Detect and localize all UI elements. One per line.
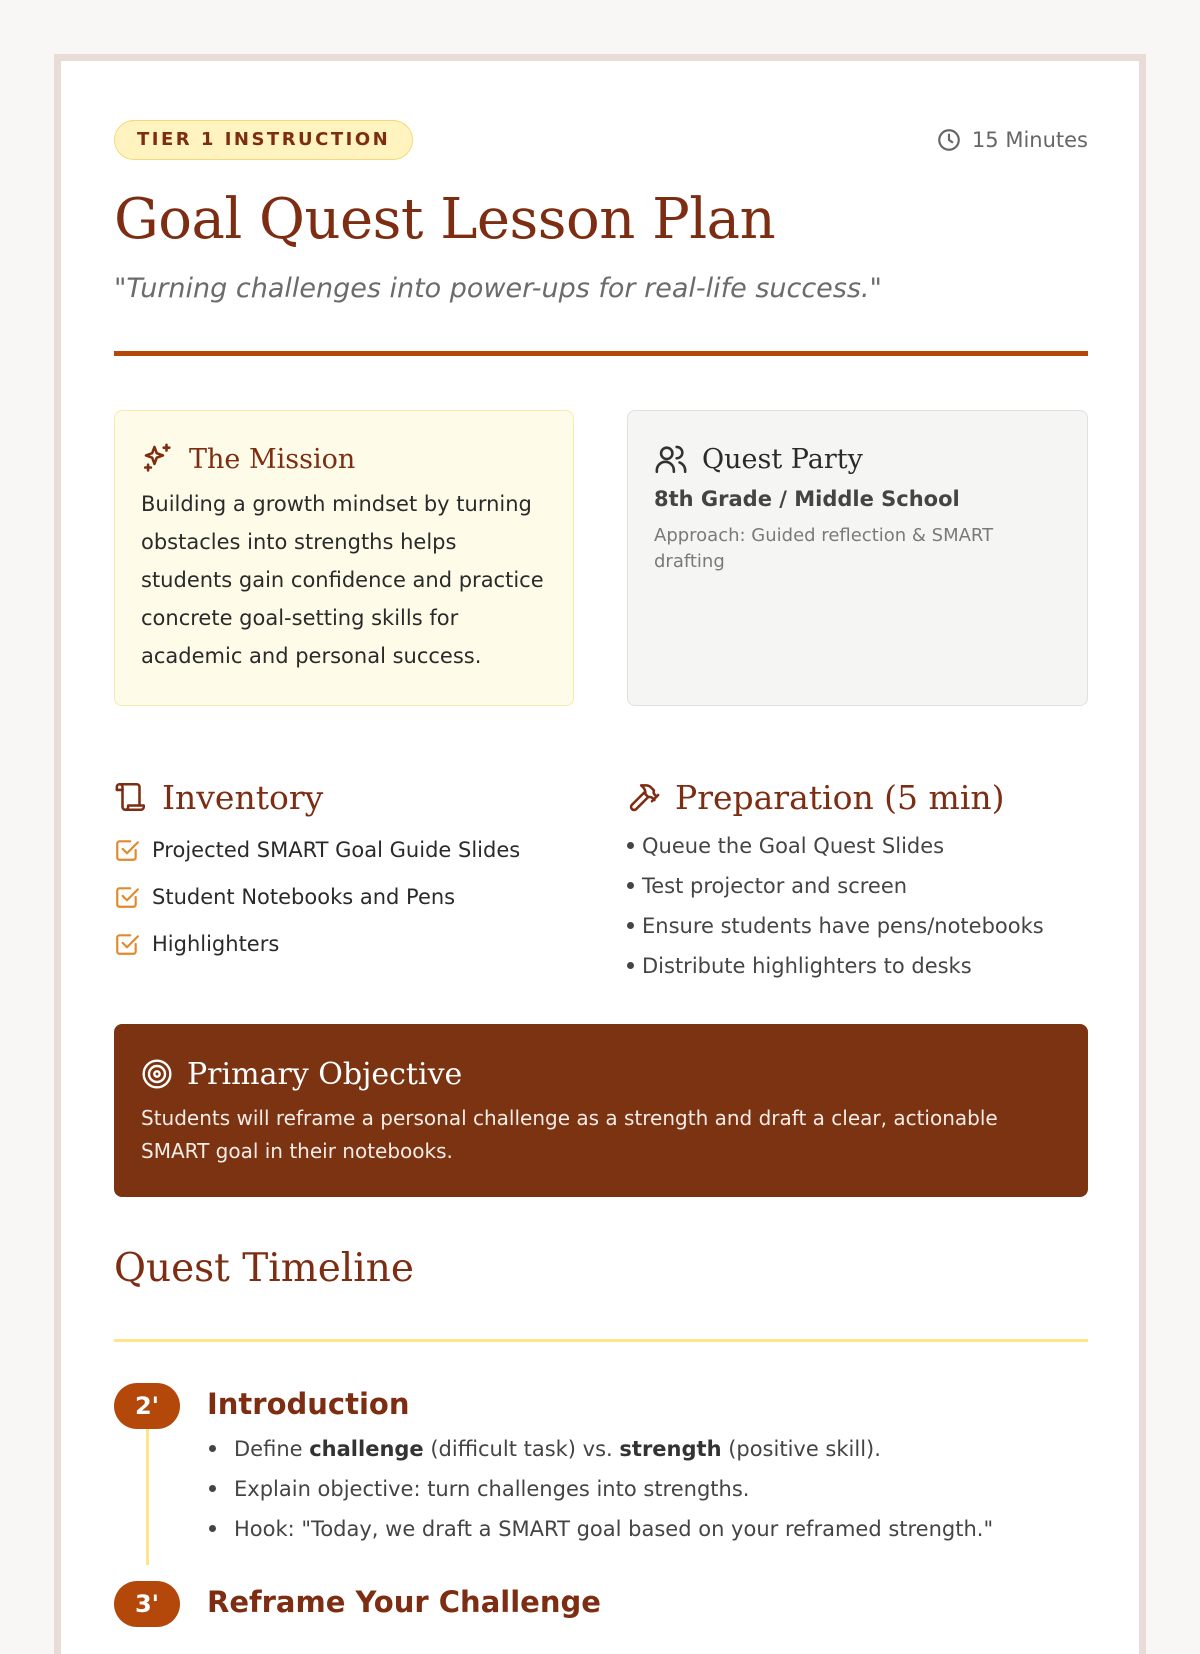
preparation-title: Preparation (5 min) <box>675 777 1005 817</box>
bullet-text-pre: Define <box>234 1437 310 1461</box>
quest-party-card <box>627 410 1088 706</box>
party-approach: Approach: Guided reflection & SMART drafting <box>654 525 994 572</box>
bullet-dot <box>209 1525 216 1532</box>
checkbox-icon <box>114 884 140 910</box>
party-grade: 8th Grade / Middle School <box>654 487 960 511</box>
inventory-item-label: Highlighters <box>152 931 280 956</box>
hammer-icon <box>627 780 661 814</box>
objective-text: Students will reframe a personal challenge as a strength and draft a clear, actionable SMART goal in their notebooks. <box>141 1106 998 1163</box>
bullet-text: Explain objective: turn challenges into strengths. <box>234 1477 750 1501</box>
mission-title: The Mission <box>189 443 356 475</box>
preparation-item <box>627 946 1088 986</box>
preparation-item-label: Distribute highlighters to desks <box>642 954 972 978</box>
inventory-list <box>114 826 574 967</box>
lesson-plan-sheet <box>54 54 1146 1654</box>
bullet-dot <box>209 1485 216 1492</box>
preparation-item-label: Ensure students have pens/notebooks <box>642 914 1044 938</box>
inventory-title: Inventory <box>162 777 324 817</box>
step-bullet <box>207 1469 993 1509</box>
bullet-dot <box>627 962 634 969</box>
bullet-term-challenge: challenge <box>309 1437 424 1461</box>
step-title: Reframe Your Challenge <box>207 1585 601 1619</box>
bullet-dot <box>627 922 634 929</box>
preparation-item <box>627 826 1088 866</box>
bullet-text-post: (positive skill). <box>721 1437 881 1461</box>
step-minutes-badge: 2' <box>114 1383 180 1429</box>
step-bullet <box>207 1429 993 1469</box>
inventory-item <box>114 920 574 967</box>
bullet-text: Hook: "Today, we draft a SMART goal based on your reframed strength." <box>234 1517 994 1541</box>
mission-header <box>141 439 547 479</box>
bullet-term-strength: strength <box>619 1437 722 1461</box>
target-icon <box>141 1058 173 1090</box>
inventory-item-label: Projected SMART Goal Guide Slides <box>152 837 521 862</box>
header-divider <box>114 351 1088 356</box>
bullet-dot <box>209 1445 216 1452</box>
inventory-header <box>114 773 323 821</box>
timeline-connector <box>146 1429 149 1565</box>
preparation-item-label: Queue the Goal Quest Slides <box>642 834 945 858</box>
primary-objective-card <box>114 1024 1088 1197</box>
users-icon <box>654 442 688 476</box>
bullet-dot <box>627 842 634 849</box>
clock-icon <box>936 127 962 153</box>
preparation-list <box>627 826 1088 986</box>
preparation-item <box>627 906 1088 946</box>
preparation-item <box>627 866 1088 906</box>
bullet-text-mid: (difficult task) vs. <box>423 1437 620 1461</box>
step-minutes-badge: 3' <box>114 1581 180 1627</box>
timeline-divider <box>114 1339 1088 1342</box>
mission-card <box>114 410 574 706</box>
duration <box>936 127 1088 153</box>
step-bullet <box>207 1509 993 1549</box>
party-header <box>654 439 1061 479</box>
step-bullets <box>207 1429 993 1549</box>
duration-text: 15 Minutes <box>971 128 1088 152</box>
timeline-title: Quest Timeline <box>114 1246 414 1291</box>
inventory-item <box>114 873 574 920</box>
sparkles-icon <box>141 442 175 476</box>
mission-text: Building a growth mindset by turning obstacles into strengths helps students gain confidence and practice concrete goal-setting skills for academic and personal success. <box>141 492 544 668</box>
inventory-item-label: Student Notebooks and Pens <box>152 884 456 909</box>
inventory-item <box>114 826 574 873</box>
objective-title: Primary Objective <box>187 1056 463 1092</box>
party-title: Quest Party <box>702 443 863 475</box>
preparation-item-label: Test projector and screen <box>642 874 908 898</box>
checkbox-icon <box>114 837 140 863</box>
scroll-icon <box>114 780 148 814</box>
tier-badge: TIER 1 INSTRUCTION <box>114 120 413 160</box>
objective-header <box>141 1052 1061 1096</box>
preparation-header <box>627 773 1005 821</box>
step-title: Introduction <box>207 1387 410 1421</box>
checkbox-icon <box>114 931 140 957</box>
page-subtitle: "Turning challenges into power-ups for real-life success." <box>114 273 882 304</box>
page-title: Goal Quest Lesson Plan <box>114 187 776 252</box>
bullet-dot <box>627 882 634 889</box>
